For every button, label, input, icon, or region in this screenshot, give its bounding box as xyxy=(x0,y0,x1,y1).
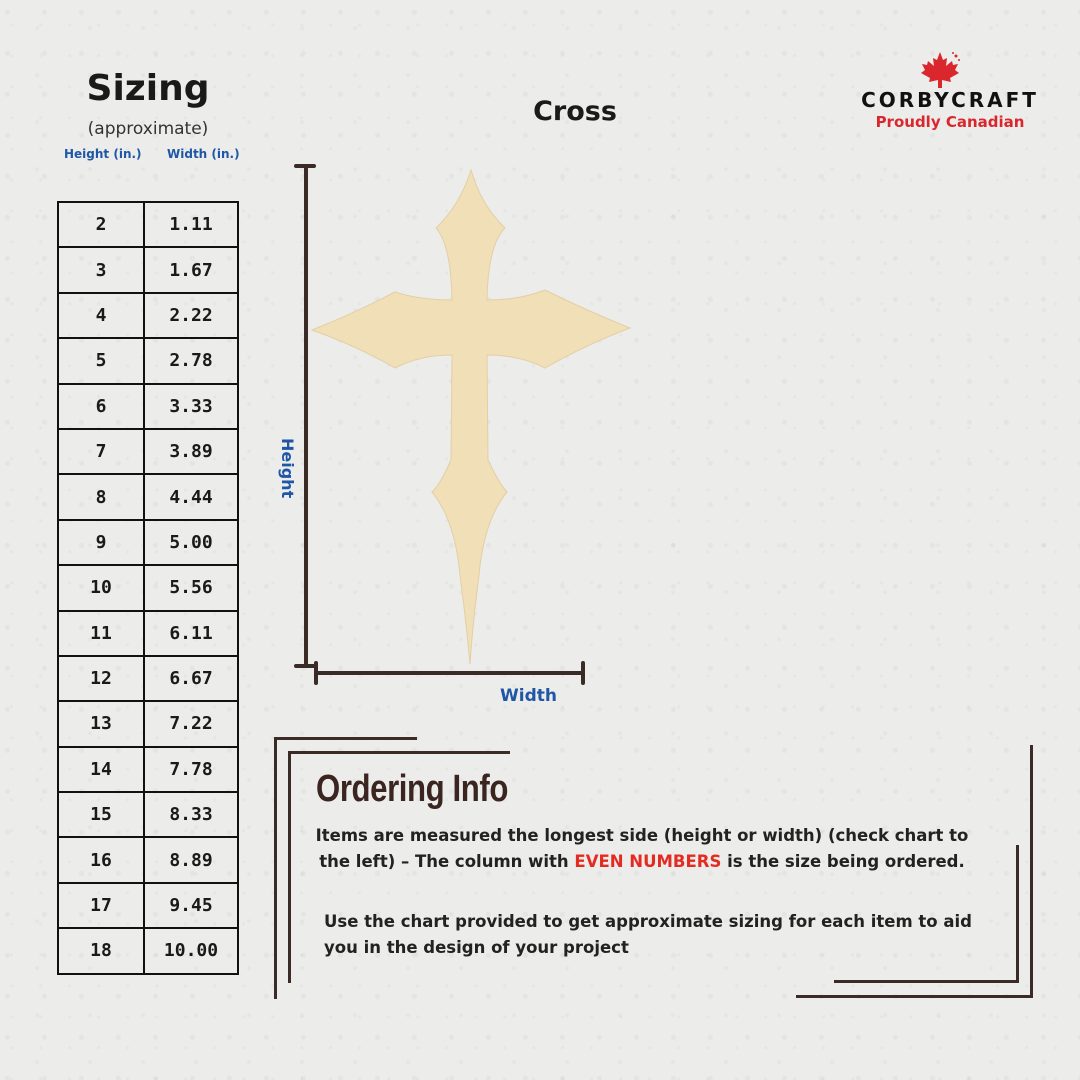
column-header-width: Width (in.) xyxy=(167,147,240,161)
frame-line xyxy=(1030,745,1033,998)
height-cell: 4 xyxy=(58,293,144,338)
height-cell: 11 xyxy=(58,611,144,656)
width-cell: 9.45 xyxy=(144,883,238,928)
ordering-text: Items are measured the longest side (height or width) (check chart to the left) – The column with xyxy=(315,826,969,871)
frame-line xyxy=(796,995,1033,998)
height-cell: 13 xyxy=(58,701,144,746)
width-cell: 1.11 xyxy=(144,202,238,247)
width-cell: 10.00 xyxy=(144,928,238,973)
height-cell: 17 xyxy=(58,883,144,928)
width-cell: 7.22 xyxy=(144,701,238,746)
brand-name: CORBYCRAFT xyxy=(861,88,1039,112)
height-cell: 6 xyxy=(58,384,144,429)
sizing-title: Sizing xyxy=(86,68,210,109)
height-label: Height xyxy=(278,438,297,499)
width-dimension-line xyxy=(316,663,583,683)
width-cell: 4.44 xyxy=(144,474,238,519)
height-cell: 5 xyxy=(58,338,144,383)
brand-tagline: Proudly Canadian xyxy=(875,113,1025,131)
height-cell: 2 xyxy=(58,202,144,247)
ordering-text: is the size being ordered. xyxy=(721,852,965,871)
width-cell: 3.89 xyxy=(144,429,238,474)
ordering-info-paragraph xyxy=(312,823,972,875)
width-cell: 5.56 xyxy=(144,565,238,610)
frame-line xyxy=(274,737,417,740)
height-cell: 7 xyxy=(58,429,144,474)
width-cell: 6.67 xyxy=(144,656,238,701)
sizing-subtitle: (approximate) xyxy=(87,119,209,139)
height-cell: 14 xyxy=(58,747,144,792)
height-dimension-line xyxy=(296,166,314,666)
ordering-info-note: Use the chart provided to get approximate sizing for each item to aid you in the design of your project xyxy=(324,912,972,957)
width-cell: 1.67 xyxy=(144,247,238,292)
width-cell: 3.33 xyxy=(144,384,238,429)
frame-line xyxy=(274,737,277,999)
height-cell: 18 xyxy=(58,928,144,973)
height-cell: 9 xyxy=(58,520,144,565)
frame-line xyxy=(288,751,510,754)
even-numbers-highlight: EVEN NUMBERS xyxy=(574,852,722,871)
product-title: Cross xyxy=(533,96,617,127)
width-cell: 7.78 xyxy=(144,747,238,792)
width-cell: 2.22 xyxy=(144,293,238,338)
width-label: Width xyxy=(500,686,557,706)
height-cell: 10 xyxy=(58,565,144,610)
height-cell: 15 xyxy=(58,792,144,837)
width-cell: 8.89 xyxy=(144,837,238,882)
width-cell: 6.11 xyxy=(144,611,238,656)
frame-line xyxy=(1016,845,1019,983)
frame-line xyxy=(288,751,291,983)
width-cell: 8.33 xyxy=(144,792,238,837)
frame-line xyxy=(834,980,1019,983)
height-cell: 3 xyxy=(58,247,144,292)
cross-shape xyxy=(312,170,630,664)
ordering-info-title: Ordering Info xyxy=(316,768,509,810)
height-cell: 16 xyxy=(58,837,144,882)
column-header-height: Height (in.) xyxy=(64,147,142,161)
height-cell: 12 xyxy=(58,656,144,701)
width-cell: 2.78 xyxy=(144,338,238,383)
height-cell: 8 xyxy=(58,474,144,519)
width-cell: 5.00 xyxy=(144,520,238,565)
